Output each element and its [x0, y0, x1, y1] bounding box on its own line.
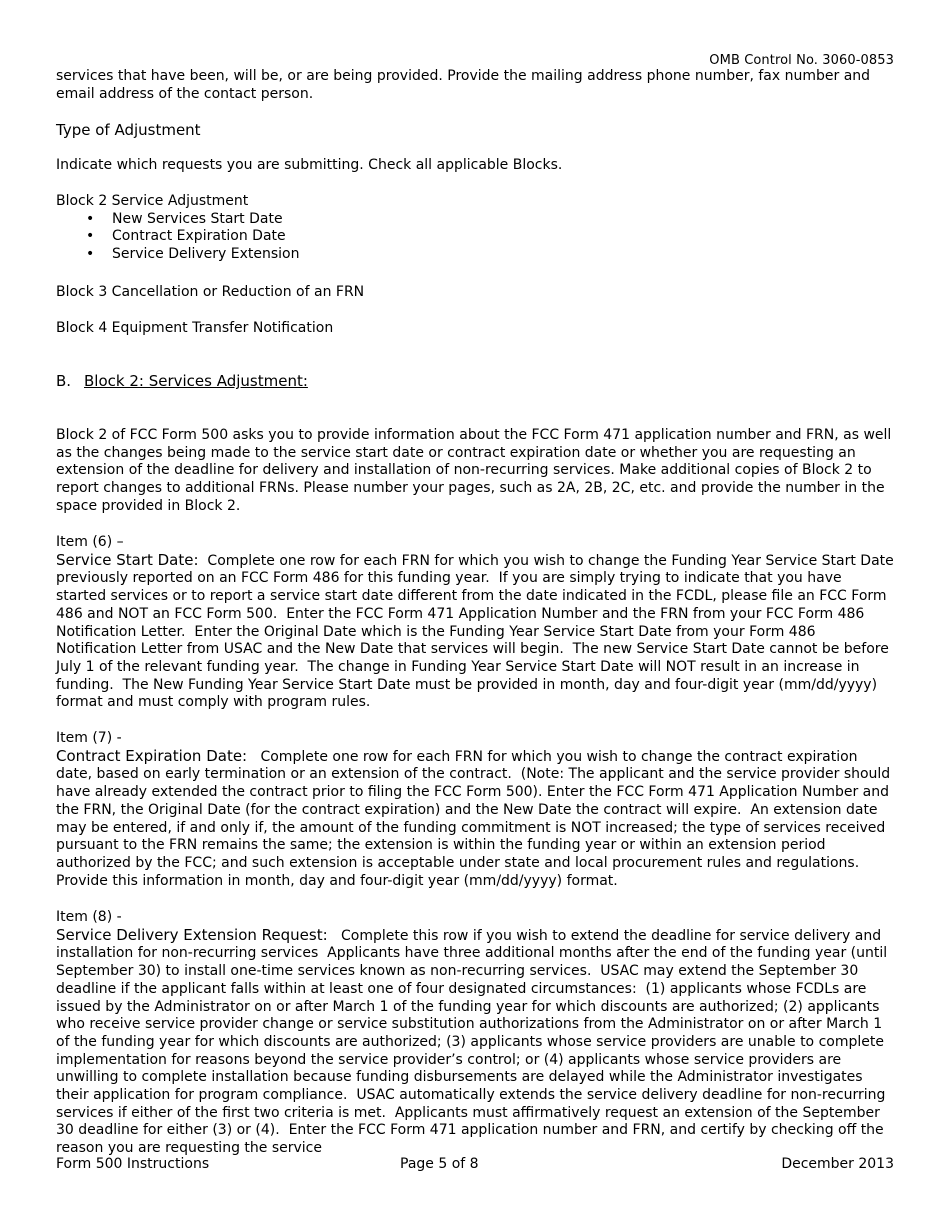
footer-page-number: Page 5 of 8 [400, 1156, 479, 1172]
item-text: Complete one row for each FRN for which you wish to change the contract expiration date, based on early termination or an extension of the contract. (Note: The applicant and the service provider should have already extended the contract prior to filing the FCC Form 500). Enter the FCC Form 471 Application Number and the FRN, the Original Date (for the contract expiration) and the New Date the contract will expire. An extension date may be entered, if and only if, the amount of the funding commitment is NOT increased; the type of services received pursuant to the FRN remains the same; the extension is within the funding year or within an extension period authorized by the FCC; and such extension is acceptable under state and local procurement rules and regulations. Provide this information in month, day and four-digit year (mm/dd/yyyy) format. [56, 748, 895, 889]
intro-continuation: services that have been, will be, or are being provided. Provide the mailing address phone number, fax number and email address of the contact person. [56, 68, 871, 102]
list-item: • Contract Expiration Date [56, 228, 896, 246]
item-title: Service Start Date: [56, 550, 199, 569]
item-text: Complete this row if you wish to extend the deadline for service delivery and installation for non-recurring services Applicants have three additional months after the end of the funding year (until September 30) to install one-time services known as non-recurring services. USAC may extend the September 30 deadline if the applicant falls within at least one of four designated circumstances: (1) applicants whose FCDLs are issued by the Administrator on or after March 1 of the funding year for which discounts are authorized; (2) applicants who receive service provider change or service substitution authorizations from the Administrator on or after March 1 of the funding year for which discounts are authorized; (3) applicants whose service providers are unable to complete implementation for reasons beyond the service provider’s control; or (4) applicants whose service providers are unwilling to complete installation because funding disbursements are delayed while the Administrator investigates their application for program compliance. USAC automatically extends the service delivery deadline for non-recurring services if either of the first two criteria is met. Applicants must affirmatively request an extension of the September 30 deadline for either (3) or (4). Enter the FCC Form 471 application number and FRN, and certify by checking off the reason you are requesting the service [56, 927, 892, 1157]
footer-date: December 2013 [781, 1156, 894, 1172]
section-number: B. [56, 372, 72, 390]
block2-items [56, 211, 896, 264]
block4-label: Block 4 Equipment Transfer Notification [56, 320, 334, 336]
block2-list [56, 193, 896, 264]
block2-label: Block 2 Service Adjustment [56, 193, 249, 209]
type-of-adjustment-instruction: Indicate which requests you are submitting. Check all applicable Blocks. [56, 157, 563, 173]
section-title: Block 2: Services Adjustment: [84, 372, 308, 390]
item-label: Item (8) - [56, 909, 122, 925]
list-item: • New Services Start Date [56, 211, 896, 229]
section-b-body: Block 2 of FCC Form 500 asks you to provide information about the FCC Form 471 application number and FRN, as well as the changes being made to the service start date or contract expiration date or whether you are requesting an extension of the deadline for delivery and installation of non-recurring services. Make additional copies of Block 2 to report changes to additional FRNs. Please number your pages, such as 2A, 2B, 2C, etc. and provide the number in the space provided in Block 2. [56, 427, 892, 514]
item-7 [56, 730, 896, 890]
item-label: Item (6) – [56, 534, 124, 550]
omb-control-number: OMB Control No. 3060-0853 [709, 53, 894, 68]
section-b-heading [56, 373, 896, 391]
item-text: Complete one row for each FRN for which you wish to change the Funding Year Service Start Date previously reported on an FCC Form 486 for this funding year. If you are simply trying to indicate that you have started services or to report a service start date different from the date indicated in the FCDL, please file an FCC Form 486 and NOT an FCC Form 500. Enter the FCC Form 471 Application Number and the FRN from your FCC Form 486 Notification Letter. Enter the Original Date which is the Funding Year Service Start Date from your Form 486 Notification Letter from USAC and the New Date that services will begin. The new Service Start Date cannot be before July 1 of the relevant funding year. The change in Funding Year Service Start Date will NOT result in an increase in funding. The New Funding Year Service Start Date must be provided in month, day and four-digit year (mm/dd/yyyy) format and must comply with program rules. [56, 552, 899, 711]
block3-label: Block 3 Cancellation or Reduction of an FRN [56, 284, 365, 300]
item-6 [56, 534, 899, 712]
item-8 [56, 909, 896, 1158]
item-label: Item (7) - [56, 730, 122, 746]
item-title: Service Delivery Extension Request: [56, 925, 328, 944]
list-item: • Service Delivery Extension [56, 246, 896, 264]
item-title: Contract Expiration Date: [56, 746, 248, 765]
footer-left: Form 500 Instructions [56, 1156, 210, 1172]
type-of-adjustment-heading: Type of Adjustment [56, 121, 201, 139]
